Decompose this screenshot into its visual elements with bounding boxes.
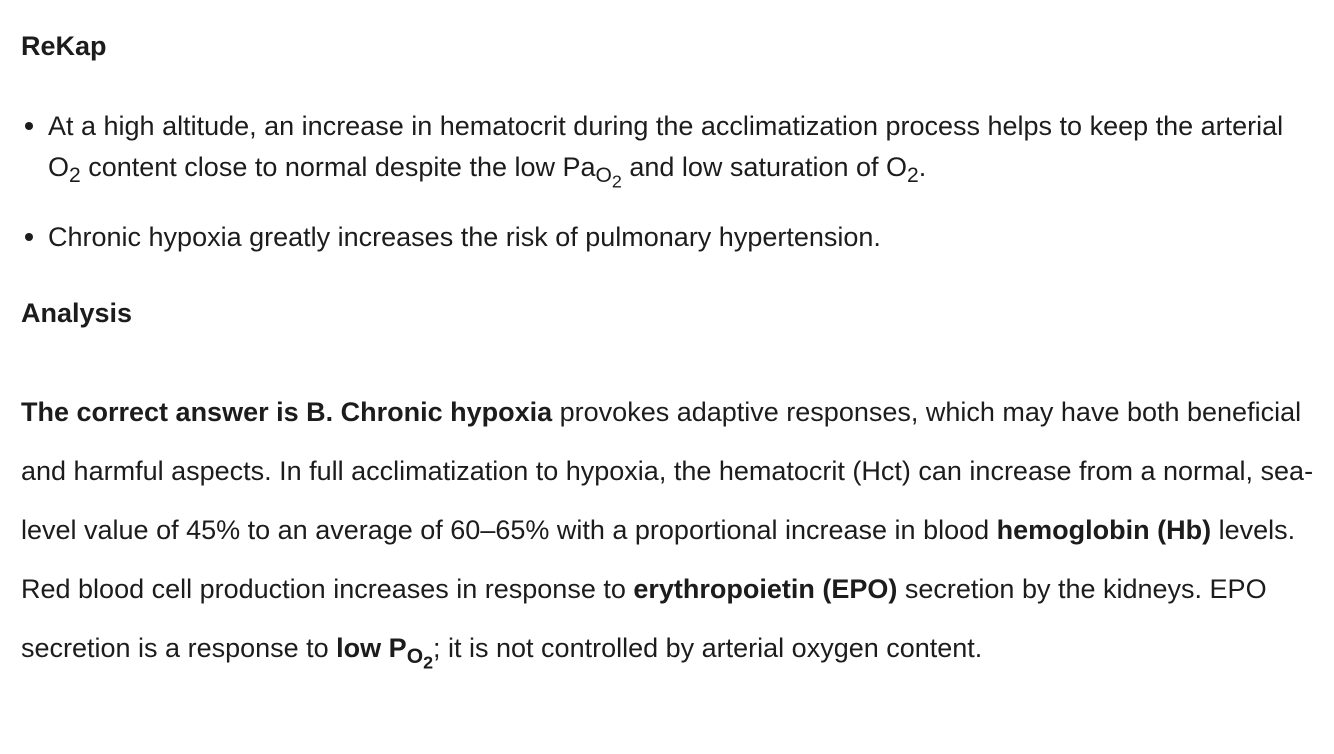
bullet-1-text-before: At a high altitude, an increase in hematocrit during the acclimatization process helps to keep the arterial O [48,111,1284,182]
rekap-bullet-1 [21,106,1321,192]
bullet-1-text-end: . [918,152,927,182]
analysis-text-4: ; it is not controlled by arterial oxygen content. [433,633,983,663]
bullet-1-subscript-2-base: O [595,163,612,187]
rekap-bullet-2 [21,217,1321,258]
analysis-text-3: secretion by the kidneys. EPO secretion is a response to [21,574,1267,663]
analysis-text-1: provokes adaptive responses, which may have both beneficial and harmful aspects. In full acclimatization to hypoxia, the hematocrit (Hct) can increase from a normal, sea-level value of 45% to an average of 60–65% with a proportional increase in blood [21,397,1314,545]
bullet-dot-icon [25,122,33,130]
analysis-heading: Analysis [21,298,133,328]
hemoglobin-bold: hemoglobin (Hb) [996,515,1212,545]
low-p-text: low P [336,633,407,663]
low-p-subscript-sub: 2 [423,652,434,673]
bullet-1-subscript-2 [595,163,622,192]
epo-bold: erythropoietin (EPO) [633,574,898,604]
bullet-dot-icon [25,233,33,241]
bullet-2-text: Chronic hypoxia greatly increases the risk of pulmonary hypertension. [48,222,881,252]
analysis-text-2: levels. Red blood cell production increases in response to [21,515,1296,604]
low-p-subscript [406,644,434,673]
bullet-1-subscript-3: 2 [907,163,919,187]
correct-answer-bold: The correct answer is B. Chronic hypoxia [21,397,553,427]
low-p-bold [336,633,434,673]
low-p-subscript-base: O [406,644,424,668]
bullet-1-text-mid-2: and low saturation of O [621,152,908,182]
rekap-heading: ReKap [21,31,107,61]
bullet-1-subscript-1: 2 [69,163,81,187]
analysis-paragraph [21,383,1321,678]
rekap-bullet-list [21,106,1321,258]
bullet-1-text-mid-1: content close to normal despite the low Pa [80,152,596,182]
bullet-1-subscript-2-sub: 2 [611,171,622,192]
